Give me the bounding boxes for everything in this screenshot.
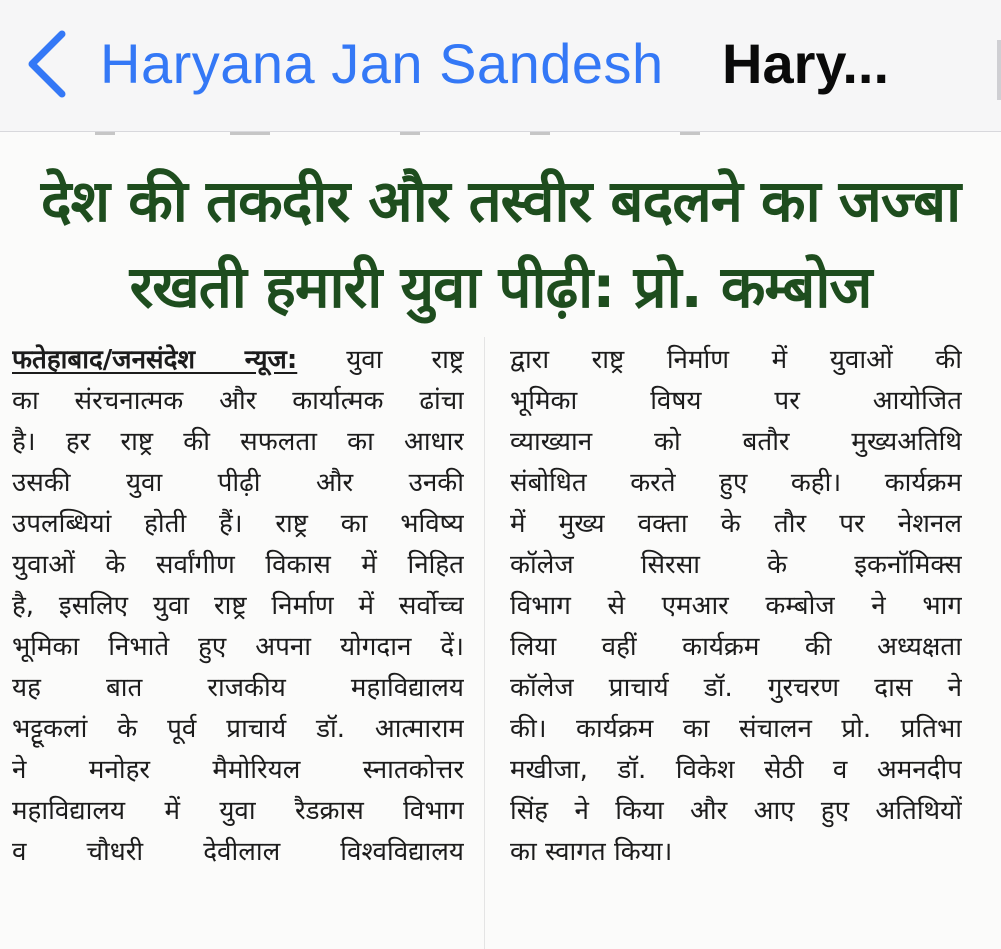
column-line: यह बात राजकीय महाविद्यालय	[12, 673, 464, 703]
dateline: फतेहाबाद/जनसंदेश न्यूज:	[12, 345, 298, 375]
column-line: सिंह ने किया और आए हुए अतिथियों	[510, 796, 962, 826]
column-line: में मुख्य वक्ता के तौर पर नेशनल	[510, 509, 962, 539]
column-line: का स्वागत किया।	[510, 837, 673, 867]
newspaper-clipping	[0, 132, 1001, 949]
column-line: युवाओं के सर्वांगीण विकास में निहित	[12, 550, 464, 580]
column-line-text: युवा राष्ट्र	[297, 345, 464, 375]
column-line: भूमिका निभाते हुए अपना योगदान दें।	[12, 632, 464, 662]
chevron-left-icon[interactable]	[22, 28, 72, 100]
column-line	[12, 340, 464, 381]
column-line: व चौधरी देवीलाल विश्वविद्यालय	[12, 837, 464, 867]
column-line: द्वारा राष्ट्र निर्माण में युवाओं की	[510, 345, 962, 375]
print-bleed	[230, 132, 270, 135]
back-button-label[interactable]: Haryana Jan Sandesh	[100, 32, 664, 95]
column-line: की। कार्यक्रम का संचालन प्रो. प्रतिभा	[510, 714, 962, 744]
column-line: महाविद्यालय में युवा रैडक्रास विभाग	[12, 796, 464, 826]
page-title: Hary...	[722, 32, 890, 95]
column-line: है। हर राष्ट्र की सफलता का आधार	[12, 427, 464, 457]
column-line: व्याख्यान को बतौर मुख्यअतिथि	[510, 427, 962, 457]
print-bleed	[400, 132, 420, 135]
print-bleed	[680, 132, 700, 135]
column-line: संबोधित करते हुए कही। कार्यक्रम	[510, 468, 962, 498]
column-line: उपलब्धियां होती हैं। राष्ट्र का भविष्य	[12, 509, 464, 539]
print-bleed	[95, 132, 115, 135]
navbar-edge	[997, 40, 1001, 100]
column-line: उसकी युवा पीढ़ी और उनकी	[12, 468, 464, 498]
column-line: विभाग से एमआर कम्बोज ने भाग	[510, 591, 962, 621]
headline-line-2: रखती हमारी युवा पीढ़ी: प्रो. कम्बोज	[129, 253, 872, 321]
print-bleed	[530, 132, 550, 135]
column-line: लिया वहीं कार्यक्रम की अध्यक्षता	[510, 632, 962, 662]
column-line: है, इसलिए युवा राष्ट्र निर्माण में सर्वोच्च	[12, 591, 464, 621]
article-column-right	[510, 340, 962, 873]
column-line: कॉलेज सिरसा के इकनॉमिक्स	[510, 550, 962, 580]
column-divider	[484, 337, 485, 949]
article-column-left	[12, 340, 464, 873]
column-line: का संरचनात्मक और कार्यात्मक ढांचा	[12, 386, 464, 416]
navigation-bar	[0, 0, 1001, 132]
column-line: कॉलेज प्राचार्य डॉ. गुरचरण दास ने	[510, 673, 962, 703]
column-line: ने मनोहर मैमोरियल स्नातकोत्तर	[12, 755, 464, 785]
column-line: भट्टूकलां के पूर्व प्राचार्य डॉ. आत्माराम	[12, 714, 464, 744]
column-line: मखीजा, डॉ. विकेश सेठी व अमनदीप	[510, 755, 962, 785]
headline-line-1: देश की तकदीर और तस्वीर बदलने का जज्बा	[40, 167, 961, 235]
column-line: भूमिका विषय पर आयोजित	[510, 386, 962, 416]
